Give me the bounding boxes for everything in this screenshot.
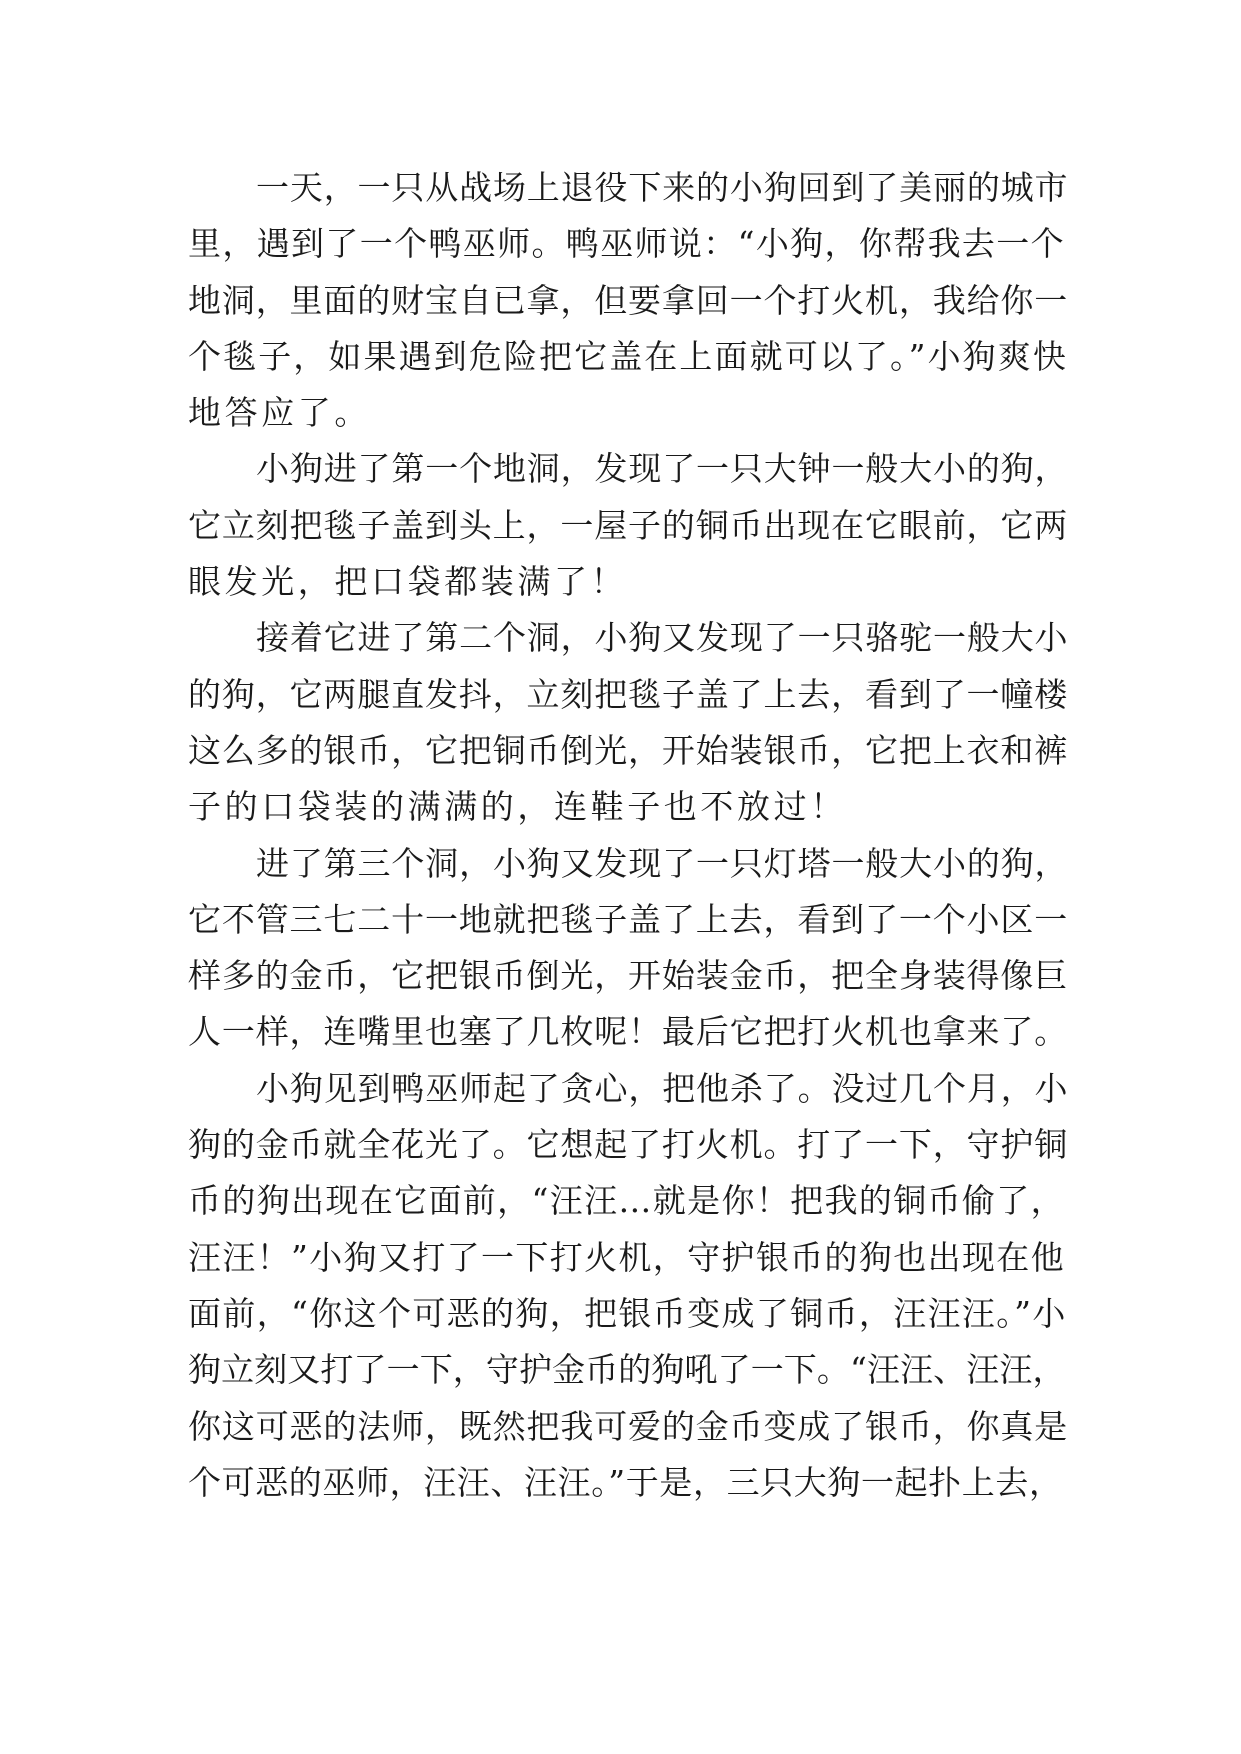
text-line: 小狗进了第一个地洞，发现了一只大钟一般大小的狗， — [256, 449, 1069, 489]
text-line: 狗的金币就全花光了。它想起了打火机。打了一下，守护铜 — [188, 1125, 1069, 1165]
text-line: 这么多的银币，它把铜币倒光，开始装银币，它把上衣和裤 — [188, 730, 1069, 770]
paragraph-1 — [188, 160, 1068, 441]
paragraph-4 — [188, 836, 1068, 1061]
paragraph-3 — [188, 610, 1068, 835]
text-line: 样多的金币，它把银币倒光，开始装金币，把全身装得像巨 — [188, 956, 1069, 996]
text-line: 个可恶的巫师，汪汪、汪汪。”于是，三只大狗一起扑上去， — [188, 1462, 1063, 1502]
text-line: 汪汪！”小狗又打了一下打火机，守护银币的狗也出现在他 — [188, 1237, 1065, 1277]
text-line: 狗立刻又打了一下，守护金币的狗吼了一下。“汪汪、汪汪， — [188, 1350, 1066, 1390]
text-line: 地洞，里面的财宝自已拿，但要拿回一个打火机，我给你一 — [188, 280, 1069, 320]
text-line: 小狗见到鸭巫师起了贪心，把他杀了。没过几个月，小 — [256, 1068, 1069, 1108]
text-line: 眼发光，把口袋都装满了！ — [188, 562, 628, 602]
text-line: 你这可恶的法师，既然把我可爱的金币变成了银币，你真是 — [188, 1406, 1069, 1446]
paragraph-2 — [188, 441, 1068, 610]
text-line: 接着它进了第二个洞，小狗又发现了一只骆驼一般大小 — [256, 618, 1069, 658]
text-line: 地答应了。 — [188, 393, 371, 433]
text-line: 它不管三七二十一地就把毯子盖了上去，看到了一个小区一 — [188, 899, 1069, 939]
text-line: 人一样，连嘴里也塞了几枚呢！最后它把打火机也拿来了。 — [188, 1012, 1069, 1052]
text-line: 里，遇到了一个鸭巫师。鸭巫师说：“小狗，你帮我去一个 — [188, 224, 1065, 264]
text-line: 个毯子，如果遇到危险把它盖在上面就可以了。”小狗爽快 — [188, 336, 1068, 376]
text-line: 它立刻把毯子盖到头上，一屋子的铜币出现在它眼前，它两 — [188, 505, 1069, 545]
text-line: 的狗，它两腿直发抖，立刻把毯子盖了上去，看到了一幢楼 — [188, 674, 1069, 714]
text-line: 进了第三个洞，小狗又发现了一只灯塔一般大小的狗， — [256, 843, 1069, 883]
text-line: 面前，“你这个可恶的狗，把银币变成了铜币，汪汪汪。”小 — [188, 1293, 1067, 1333]
document-body — [188, 160, 1068, 1511]
text-line: 币的狗出现在它面前，“汪汪…就是你！把我的铜币偷了， — [188, 1181, 1065, 1221]
text-line: 一天，一只从战场上退役下来的小狗回到了美丽的城市 — [256, 168, 1069, 207]
text-line: 子的口袋装的满满的，连鞋子也不放过！ — [188, 787, 847, 827]
paragraph-5 — [188, 1061, 1068, 1511]
